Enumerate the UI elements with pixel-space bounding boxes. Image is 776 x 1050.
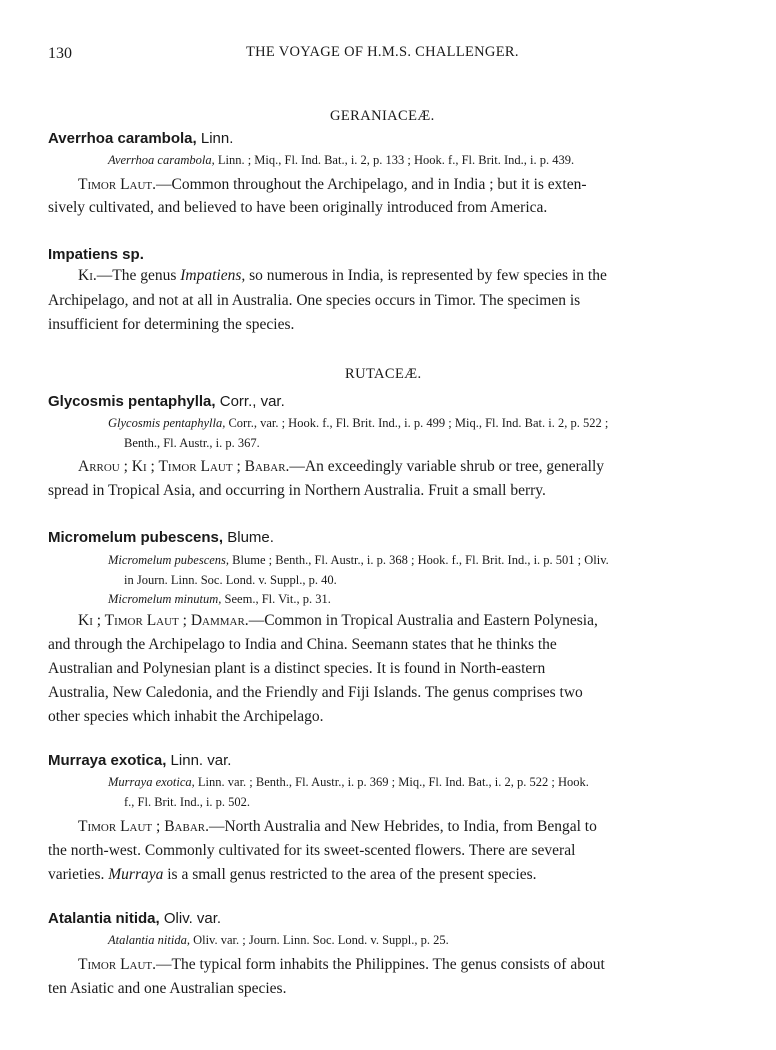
reference-line: Micromelum pubescens, Blume ; Benth., Fl. Austr., i. p. 368 ; Hook. f., Fl. Brit. Ind., i. p. 501 ; Oliv. — [108, 553, 609, 567]
body-line: Timor Laut.—The typical form inhabits the Philippines. The genus consists of about — [78, 956, 605, 973]
body-line: Australian and Polynesian plant is a distinct species. It is found in North-eastern — [48, 660, 546, 677]
reference-name: Micromelum minutum, — [108, 592, 222, 606]
body-line: varieties. Murraya is a small genus restricted to the area of the present species. — [48, 866, 537, 883]
locality: Timor Laut. — [78, 956, 157, 973]
reference-line: Benth., Fl. Austr., i. p. 367. — [124, 436, 260, 450]
body-line: other species which inhabit the Archipelago. — [48, 708, 324, 725]
locality: Timor Laut ; Babar. — [78, 818, 209, 835]
body-line: and through the Archipelago to India and China. Seemann states that he thinks the — [48, 636, 557, 653]
species-heading-murraya — [48, 752, 231, 769]
species-heading-averrhoa — [48, 130, 233, 147]
species-name: Averrhoa carambola, — [48, 130, 197, 147]
species-author: Linn. — [196, 130, 234, 147]
body-line: Ki ; Timor Laut ; Dammar.—Common in Tropical Australia and Eastern Polynesia, — [78, 612, 598, 629]
reference-name: Averrhoa carambola, — [108, 153, 215, 167]
page-number: 130 — [48, 45, 72, 62]
species-heading-glycosmis — [48, 393, 285, 410]
species-author: Oliv. var. — [159, 910, 222, 927]
species-heading-atalantia — [48, 910, 221, 927]
family-heading-rutaceae: RUTACEÆ. — [345, 366, 422, 382]
locality: Timor Laut. — [78, 176, 157, 193]
locality: Arrou ; Ki ; Timor Laut ; Babar. — [78, 458, 290, 475]
reference-name: Glycosmis pentaphylla, — [108, 416, 226, 430]
species-name: Atalantia nitida, — [48, 910, 160, 927]
species-heading-impatiens — [48, 246, 144, 263]
reference-line: in Journ. Linn. Soc. Lond. v. Suppl., p. 40. — [124, 573, 337, 587]
body-line: Archipelago, and not at all in Australia. One species occurs in Timor. The specimen is — [48, 292, 581, 309]
reference-name: Micromelum pubescens, — [108, 553, 230, 567]
reference-line: Glycosmis pentaphylla, Corr., var. ; Hook. f., Fl. Brit. Ind., i. p. 499 ; Miq., Fl. Ind. Bat. i. 2, p. 522 ; — [108, 416, 609, 430]
reference-line: Murraya exotica, Linn. var. ; Benth., Fl. Austr., i. p. 369 ; Miq., Fl. Ind. Bat., i. 2, p. 522 ; Hook. — [108, 775, 589, 789]
body-line: Arrou ; Ki ; Timor Laut ; Babar.—An exceedingly variable shrub or tree, generally — [78, 458, 605, 475]
running-title: THE VOYAGE OF H.M.S. CHALLENGER. — [246, 44, 519, 60]
species-author: Corr., var. — [215, 393, 285, 410]
species-author: Blume. — [223, 529, 274, 546]
reference-line: f., Fl. Brit. Ind., i. p. 502. — [124, 795, 251, 809]
reference-name: Murraya exotica, — [108, 775, 195, 789]
body-line: sively cultivated, and believed to have been originally introduced from America. — [48, 199, 548, 216]
species-author: Linn. var. — [166, 752, 232, 769]
body-line: the north-west. Commonly cultivated for its sweet-scented flowers. There are several — [48, 842, 576, 859]
reference-name: Atalantia nitida, — [108, 933, 190, 947]
body-line: Timor Laut.—Common throughout the Archipelago, and in India ; but it is exten- — [78, 176, 587, 193]
reference-line: Atalantia nitida, Oliv. var. ; Journ. Linn. Soc. Lond. v. Suppl., p. 25. — [108, 933, 449, 947]
species-name: Impatiens sp. — [48, 246, 144, 263]
reference-line: Averrhoa carambola, Linn. ; Miq., Fl. Ind. Bat., i. 2, p. 133 ; Hook. f., Fl. Brit. Ind., i. p. 439. — [108, 153, 575, 167]
species-name: Micromelum pubescens, — [48, 529, 224, 546]
species-heading-micromelum — [48, 529, 274, 546]
body-line: ten Asiatic and one Australian species. — [48, 980, 287, 997]
species-name: Murraya exotica, — [48, 752, 167, 769]
body-line: Ki.—The genus Impatiens, so numerous in India, is represented by few species in the — [78, 267, 607, 284]
locality: Ki ; Timor Laut ; Dammar. — [78, 612, 249, 629]
body-line: Timor Laut ; Babar.—North Australia and New Hebrides, to India, from Bengal to — [78, 818, 597, 835]
family-heading-geraniaceae: GERANIACEÆ. — [330, 108, 435, 124]
body-line: Australia, New Caledonia, and the Friendly and Fiji Islands. The genus comprises two — [48, 684, 583, 701]
reference-line: Micromelum minutum, Seem., Fl. Vit., p. 31. — [108, 592, 331, 606]
body-line: insufficient for determining the species. — [48, 316, 295, 333]
locality: Ki. — [78, 267, 97, 284]
body-line: spread in Tropical Asia, and occurring in Northern Australia. Fruit a small berry. — [48, 482, 546, 499]
species-name: Glycosmis pentaphylla, — [48, 393, 216, 410]
